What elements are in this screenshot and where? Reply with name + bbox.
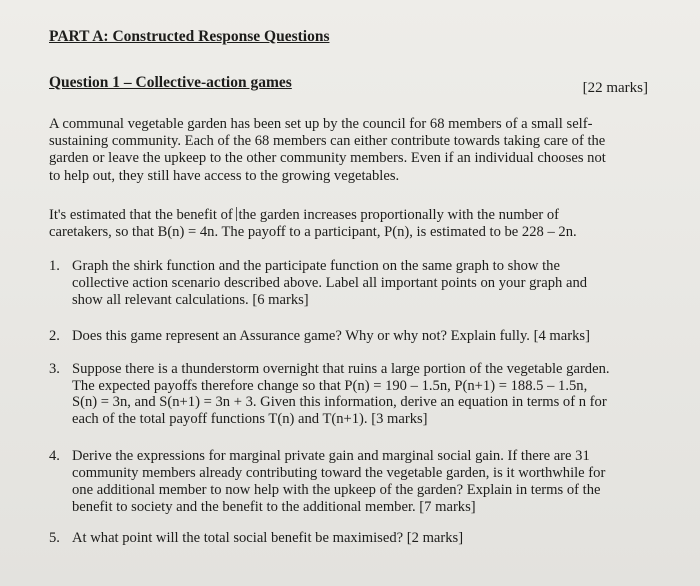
item-line: each of the total payoff functions T(n) and T(n+1). [3 marks] [72, 411, 428, 428]
list-item [49, 258, 659, 309]
question-heading: Question 1 – Collective-action games [49, 74, 292, 91]
benefit-line-start: It's estimated that the benefit of [49, 207, 237, 223]
benefit-line-end: the garden increases proportionally with the number of [238, 207, 559, 223]
item-line: S(n) = 3n, and S(n+1) = 3n + 3. Given this information, derive an equation in terms of n for [72, 394, 607, 411]
list-item [49, 328, 659, 345]
list-item [49, 448, 659, 516]
item-number: 3. [49, 360, 60, 377]
question-list [49, 258, 659, 547]
question-marks: [22 marks] [582, 80, 648, 96]
item-line: The expected payoffs therefore change so that P(n) = 190 – 1.5n, P(n+1) = 188.5 – 1.5n, [72, 377, 588, 394]
item-number: 1. [49, 258, 60, 274]
item-line: collective action scenario described above. Label all important points on your graph and [72, 274, 588, 291]
part-heading: PART A: Constructed Response Questions [49, 28, 330, 45]
intro-paragraph [49, 116, 654, 185]
benefit-line: caretakers, so that B(n) = 4n. The payoff to a participant, P(n), is estimated to be 228 – 2n. [49, 224, 577, 241]
benefit-line [49, 207, 654, 224]
item-line: show all relevant calculations. [6 marks] [72, 291, 309, 308]
list-item [49, 361, 659, 429]
item-line: Suppose there is a thunderstorm overnight that ruins a large portion of the vegetable garden. [72, 360, 610, 377]
item-line: Graph the shirk function and the participate function on the same graph to show the [72, 258, 560, 274]
intro-line: to help out, they still have access to the growing vegetables. [49, 167, 400, 184]
intro-line: garden or leave the upkeep to the other community members. Even if an individual chooses not [49, 150, 606, 167]
item-line: Derive the expressions for marginal private gain and marginal social gain. If there are 31 [72, 448, 590, 465]
item-line: Does this game represent an Assurance game? Why or why not? Explain fully. [4 marks] [72, 327, 590, 344]
intro-line: A communal vegetable garden has been set up by the council for 68 members of a small self- [49, 116, 593, 132]
item-number: 4. [49, 448, 60, 465]
item-number: 2. [49, 327, 60, 344]
list-item [49, 530, 659, 547]
item-line: community members already contributing toward the vegetable garden, is it worthwhile for [72, 465, 606, 482]
intro-line: sustaining community. Each of the 68 members can either contribute towards taking care of the [49, 133, 606, 150]
item-line: one additional member to now help with the upkeep of the garden? Explain in terms of the [72, 482, 601, 499]
item-line: benefit to society and the benefit to the additional member. [7 marks] [72, 498, 476, 515]
item-line: At what point will the total social benefit be maximised? [2 marks] [72, 529, 464, 546]
benefit-paragraph [49, 207, 654, 241]
item-number: 5. [49, 529, 60, 546]
